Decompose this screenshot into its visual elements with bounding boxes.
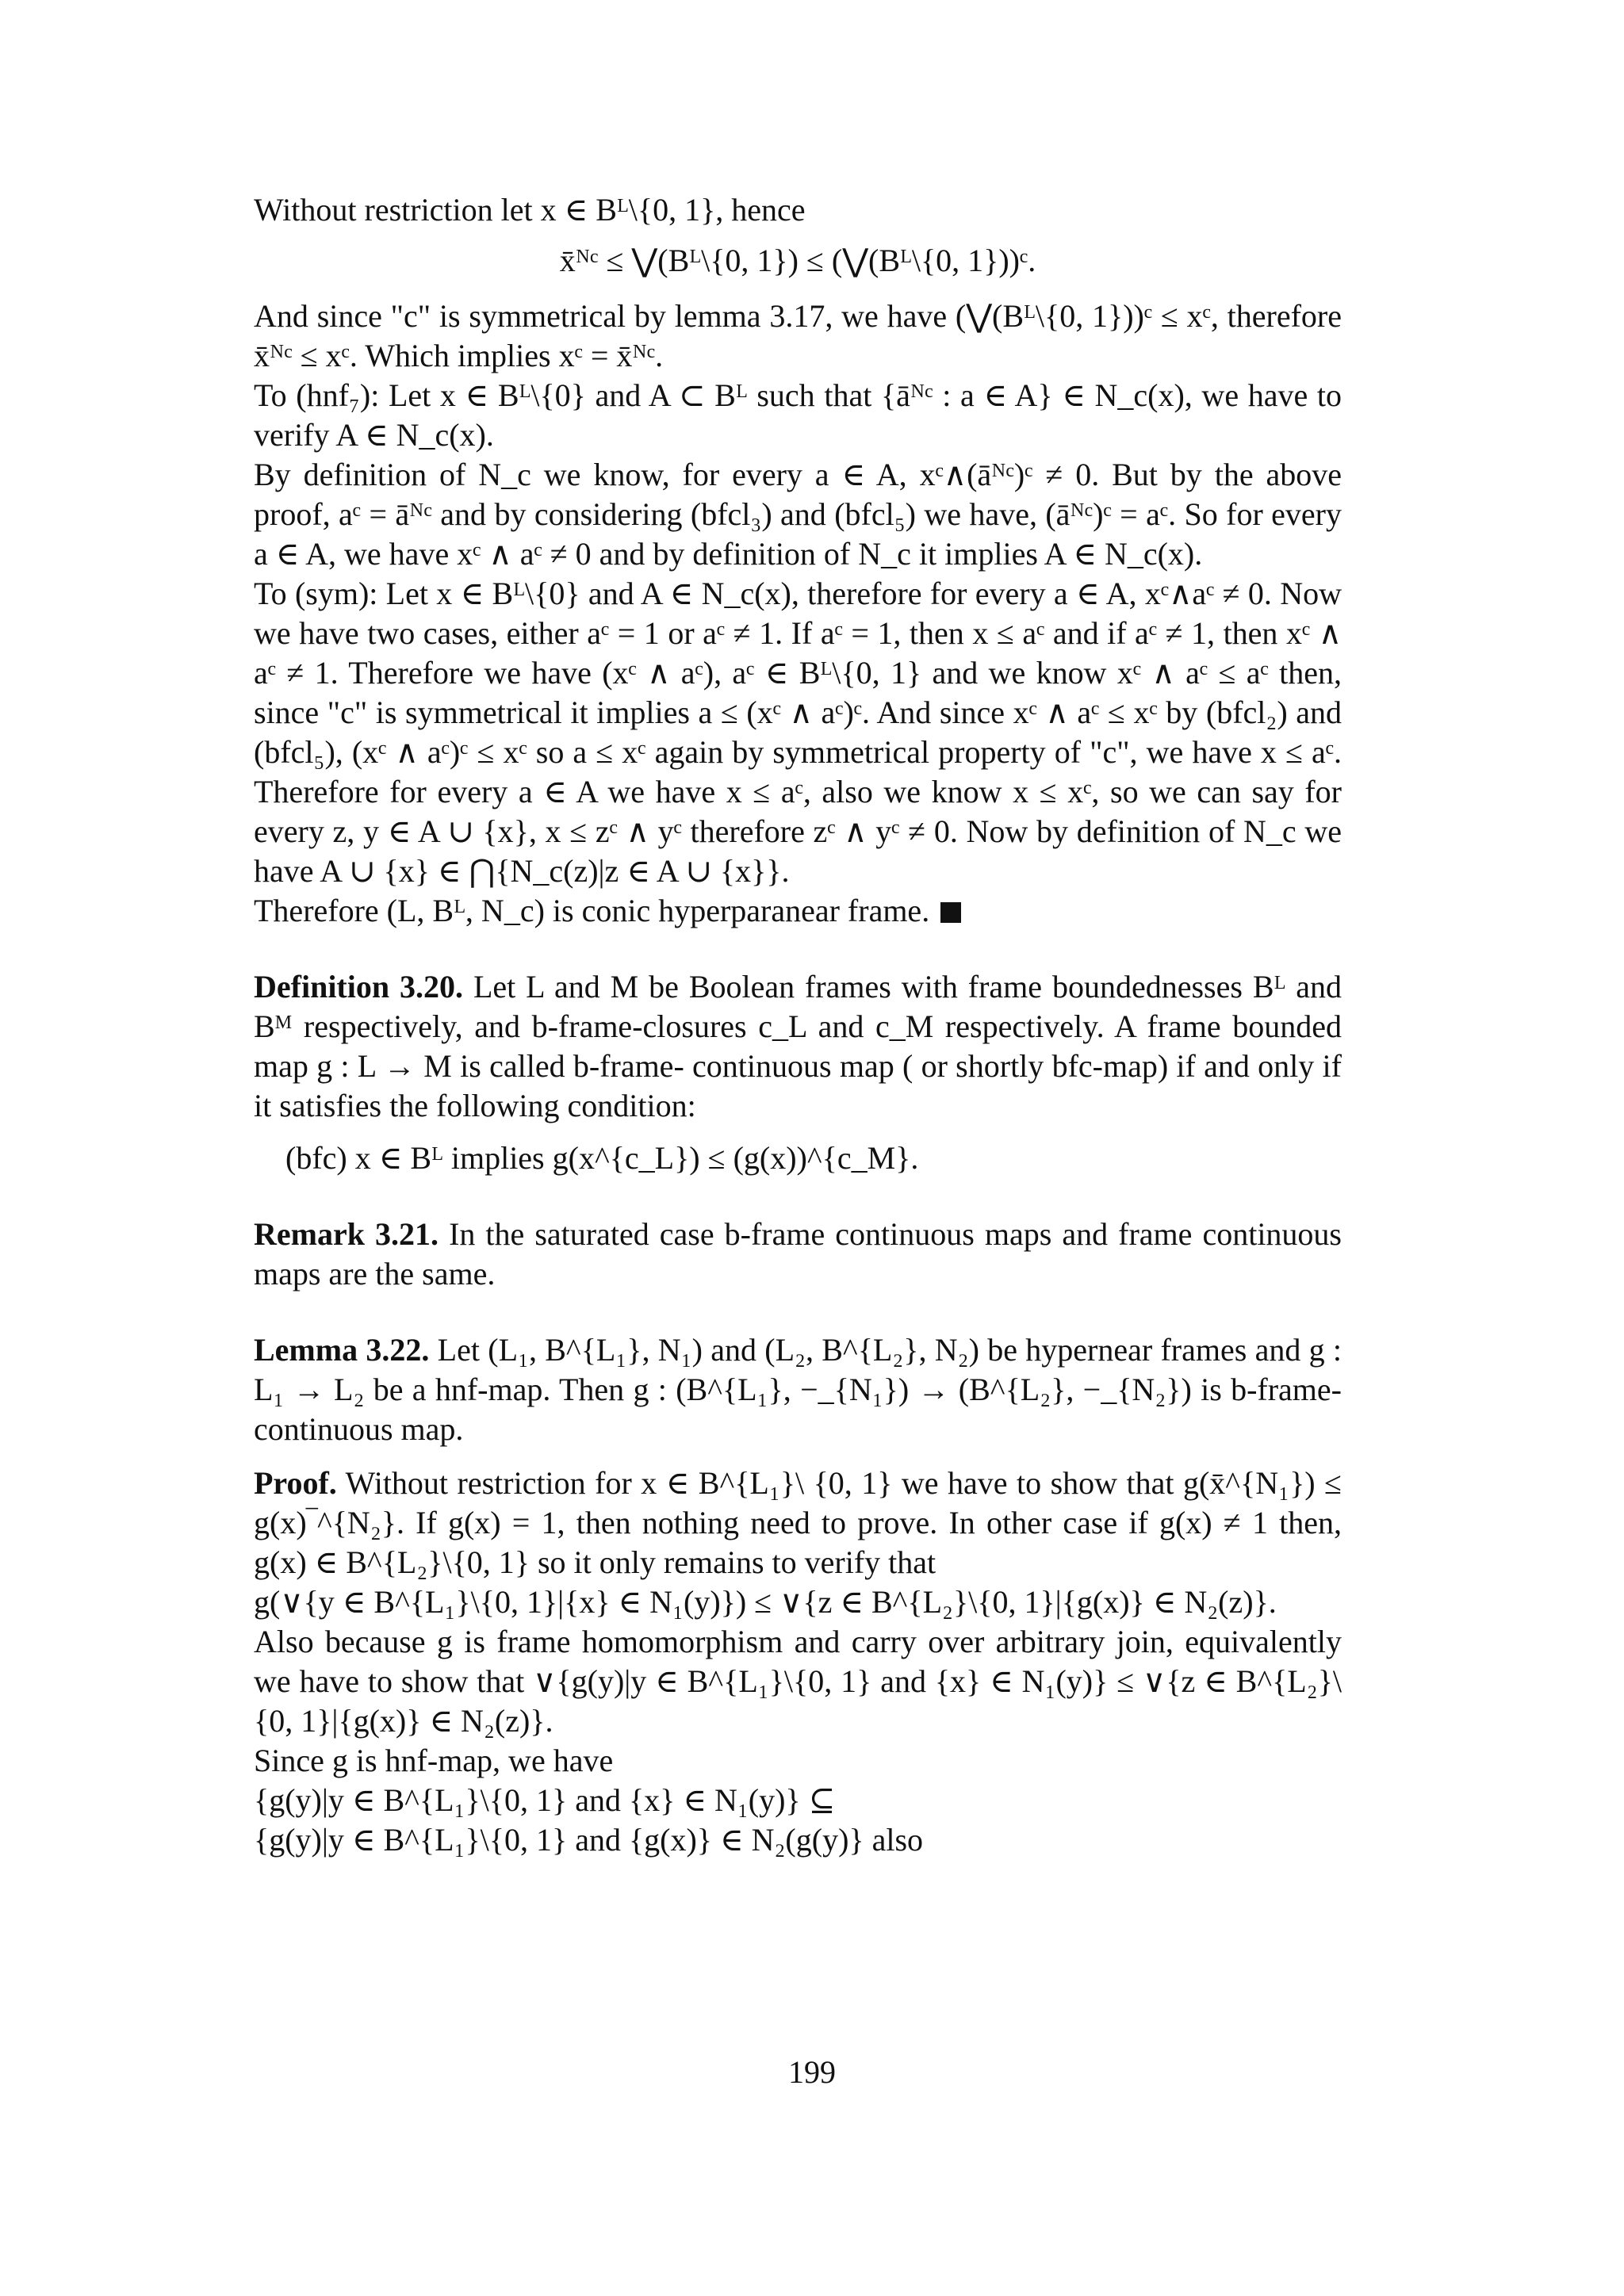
proof-body: Without restriction for x ∈ B^{L₁}\ {0, 1} we have to show that g(x̄^{N₁}) ≤ g(x)‾^{N₂}. If g(x) = 1, then nothing need to prove. In other case if g(x) ≠ 1 then, g(x) ∈ B^{L₂}\{0, 1} so it only remains to verify that (254, 1465, 1342, 1580)
remark-3-21 (254, 1215, 1342, 1294)
remark-body: In the saturated case b-frame continuous maps and frame continuous maps are the same. (254, 1216, 1342, 1292)
proof-line: Also because g is frame homomorphism and carry over arbitrary join, equivalently we have to show that ∨{g(y)|y ∈ B^{L₁}\{0, 1} and {x} ∈ N₁(y)} ≤ ∨{z ∈ B^{L₂}\{0, 1}|{g(x)} ∈ N₂(z)}. (254, 1624, 1342, 1739)
proof-conclusion (254, 891, 1342, 931)
proof-line: {g(y)|y ∈ B^{L₁}\{0, 1} and {g(x)} ∈ N₂(g(y)} also (254, 1822, 924, 1858)
proof-paragraph: Without restriction let x ∈ Bᴸ\{0, 1}, hence (254, 192, 806, 228)
proof-paragraph: To (sym): Let x ∈ Bᴸ\{0} and A ∈ N_c(x), therefore for every a ∈ A, xᶜ∧aᶜ ≠ 0. Now we have two cases, either aᶜ = 1 or aᶜ ≠ 1. If aᶜ = 1, then x ≤ aᶜ and if aᶜ ≠ 1, then xᶜ ∧ aᶜ ≠ 1. Therefore we have (xᶜ ∧ aᶜ), aᶜ ∈ Bᴸ\{0, 1} and we know xᶜ ∧ aᶜ ≤ aᶜ then, since "c" is symmetrical it implies a ≤ (xᶜ ∧ aᶜ)ᶜ. And since xᶜ ∧ aᶜ ≤ xᶜ by (bfcl₂) and (bfcl₅), (xᶜ ∧ aᶜ)ᶜ ≤ xᶜ so a ≤ xᶜ again by symmetrical property of "c", we have x ≤ aᶜ. Therefore for every a ∈ A we have x ≤ aᶜ, also we know x ≤ xᶜ, so we can say for every z, y ∈ A ∪ {x}, x ≤ zᶜ ∧ yᶜ therefore zᶜ ∧ yᶜ ≠ 0. Now by definition of N_c we have A ∪ {x} ∈ ⋂{N_c(z)|z ∈ A ∪ {x}}. (254, 576, 1342, 889)
definition-body: Let L and M be Boolean frames with frame boundednesses Bᴸ and Bᴹ respectively, and b-frame-closures c_L and c_M respectively. A frame bounded map g : L → M is called b-frame- continuous map ( or shortly bfc-map) if and only if it satisfies the following condition: (254, 969, 1342, 1123)
proof-paragraph: By definition of N_c we know, for every a ∈ A, xᶜ∧(āᴺᶜ)ᶜ ≠ 0. But by the above proof, aᶜ = āᴺᶜ and by considering (bfcl₃) and (bfcl₅) we have, (āᴺᶜ)ᶜ = aᶜ. So for every a ∈ A, we have xᶜ ∧ aᶜ ≠ 0 and by definition of N_c it implies A ∈ N_c(x). (254, 457, 1342, 572)
page-number: 199 (788, 2054, 836, 2090)
proof-3-22 (254, 1464, 1342, 1860)
definition-3-20 (254, 967, 1342, 1178)
lemma-3-22 (254, 1330, 1342, 1449)
proof-paragraph: And since "c" is symmetrical by lemma 3.17, we have (⋁(Bᴸ\{0, 1}))ᶜ ≤ xᶜ, therefore x̄ᴺᶜ ≤ xᶜ. Which implies xᶜ = x̄ᴺᶜ. (254, 298, 1342, 373)
proof-line: g(∨{y ∈ B^{L₁}\{0, 1}|{x} ∈ N₁(y)}) ≤ ∨{z ∈ B^{L₂}\{0, 1}|{g(x)} ∈ N₂(z)}. (254, 1584, 1277, 1620)
lemma-body: Let (L₁, B^{L₁}, N₁) and (L₂, B^{L₂}, N₂) be hypernear frames and g : L₁ → L₂ be a hnf-map. Then g : (B^{L₁}, −_{N₁}) → (B^{L₂}, −_{N₂}) is b-frame-continuous map. (254, 1332, 1342, 1447)
page-body (254, 190, 1342, 1860)
definition-heading: Definition 3.20. (254, 969, 464, 1004)
display-formula: x̄ᴺᶜ ≤ ⋁(Bᴸ\{0, 1}) ≤ (⋁(Bᴸ\{0, 1}))ᶜ. (559, 243, 1036, 278)
qed-square-icon (940, 902, 961, 923)
proof-conclusion-text: Therefore (L, Bᴸ, N_c) is conic hyperparanear frame. (254, 893, 930, 928)
proof-line: Since g is hnf-map, we have (254, 1743, 614, 1778)
lemma-heading: Lemma 3.22. (254, 1332, 430, 1368)
remark-heading: Remark 3.21. (254, 1216, 439, 1252)
proof-line: {g(y)|y ∈ B^{L₁}\{0, 1} and {x} ∈ N₁(y)} ⊆ (254, 1782, 836, 1818)
bfc-condition: (bfc) x ∈ Bᴸ implies g(x^{c_L}) ≤ (g(x))^{c_M}. (285, 1140, 919, 1176)
proof-paragraph: To (hnf₇): Let x ∈ Bᴸ\{0} and A ⊂ Bᴸ such that {āᴺᶜ : a ∈ A} ∈ N_c(x), we have to verify A ∈ N_c(x). (254, 377, 1342, 453)
proof-heading: Proof. (254, 1465, 337, 1501)
